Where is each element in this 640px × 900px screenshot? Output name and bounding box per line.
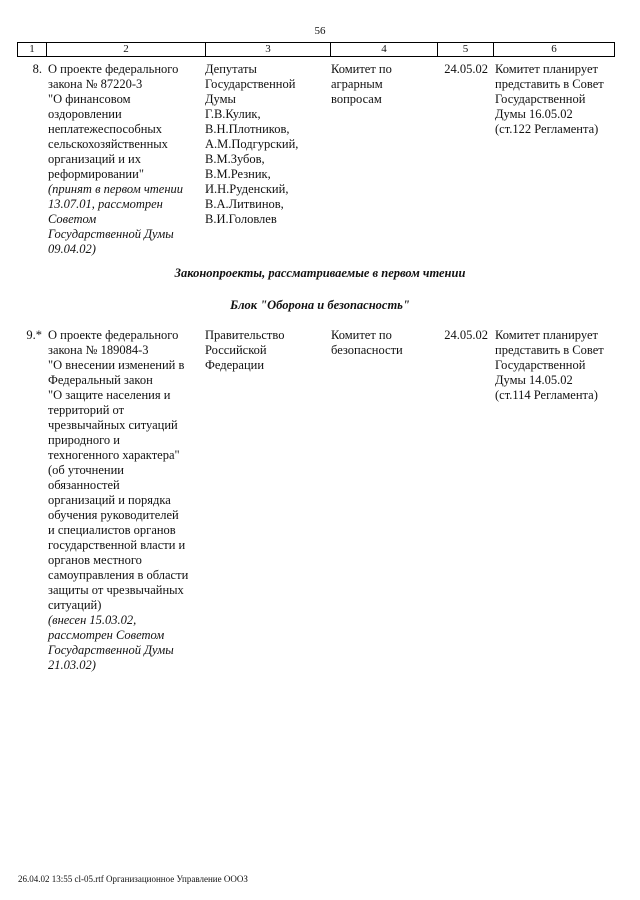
committee-cell	[331, 62, 433, 107]
bill-title-line: и специалистов органов	[48, 523, 176, 537]
initiator-line: И.Н.Руденский,	[205, 182, 289, 196]
plan-line: (ст.122 Регламента)	[495, 122, 599, 136]
row-number: 9.*	[26, 328, 42, 342]
bill-status-note-line: (внесен 15.03.02,	[48, 613, 137, 627]
column-header-cell: 3	[206, 43, 331, 57]
page-number: 56	[314, 25, 326, 37]
row-number: 8.	[32, 62, 42, 76]
plan-line: (ст.114 Регламента)	[495, 388, 598, 402]
column-header-cell: 6	[494, 43, 615, 57]
initiator-line: В.М.Резник,	[205, 167, 271, 181]
bill-status-note-line: Государственной Думы	[48, 643, 174, 657]
plan-cell	[495, 328, 620, 403]
bill-title-line: реформировании"	[48, 167, 144, 181]
bill-status-note-line: Государственной Думы	[48, 227, 174, 241]
bill-status-note-line: 21.03.02)	[48, 658, 96, 672]
committee-line: Комитет по	[331, 328, 392, 342]
bill-title-line: оздоровлении	[48, 107, 122, 121]
bill-title-line: чрезвычайных ситуаций	[48, 418, 178, 432]
column-header-table	[17, 42, 615, 57]
bill-title-line: организаций и их	[48, 152, 141, 166]
plan-line: Комитет планирует	[495, 328, 598, 342]
bill-title-line: ситуаций)	[48, 598, 102, 612]
initiator-line: Правительство	[205, 328, 285, 342]
initiator-line: Государственной	[205, 77, 296, 91]
initiator-line: В.Н.Плотников,	[205, 122, 290, 136]
date-cell: 24.05.02	[444, 62, 488, 76]
bill-title-line: "О финансовом	[48, 92, 131, 106]
column-header-cell: 4	[331, 43, 438, 57]
committee-line: аграрным	[331, 77, 383, 91]
block-heading: Блок "Оборона и безопасность"	[230, 298, 410, 312]
plan-line: Думы 16.05.02	[495, 107, 573, 121]
bill-title-line: территорий от	[48, 403, 125, 417]
plan-line: Государственной	[495, 358, 586, 372]
plan-cell	[495, 62, 620, 137]
committee-cell	[331, 328, 433, 358]
bill-title-line: О проекте федерального	[48, 62, 179, 76]
plan-line: представить в Совет	[495, 343, 604, 357]
plan-line: Комитет планирует	[495, 62, 598, 76]
bill-title-line: закона № 87220-3	[48, 77, 143, 91]
bill-title-line: органов местного	[48, 553, 142, 567]
initiator-line: А.М.Подгурский,	[205, 137, 299, 151]
initiator-line: Федерации	[205, 358, 265, 372]
bill-title-line: О проекте федерального	[48, 328, 179, 342]
bill-title-line: самоуправления в области	[48, 568, 189, 582]
initiator-line: Российской	[205, 343, 267, 357]
plan-line: Государственной	[495, 92, 586, 106]
initiator-cell	[205, 328, 323, 373]
column-header-cell: 5	[438, 43, 494, 57]
bill-title-line: государственной власти и	[48, 538, 186, 552]
initiator-line: В.М.Зубов,	[205, 152, 265, 166]
date-cell: 24.05.02	[444, 328, 488, 342]
bill-status-note-line: 09.04.02)	[48, 242, 96, 256]
section-heading: Законопроекты, рассматриваемые в первом чтении	[174, 266, 466, 280]
page-footer: 26.04.02 13:55 cl-05.rtf Организационное Управление ОООЗ	[18, 874, 248, 884]
committee-line: Комитет по	[331, 62, 392, 76]
bill-title-line: обязанностей	[48, 478, 120, 492]
committee-line: безопасности	[331, 343, 403, 357]
bill-status-note-line: Советом	[48, 212, 97, 226]
bill-title-line: сельскохозяйственных	[48, 137, 168, 151]
column-header-row	[18, 43, 615, 57]
bill-title-line: обучения руководителей	[48, 508, 179, 522]
bill-title-line: Федеральный закон	[48, 373, 153, 387]
initiator-line: Депутаты	[205, 62, 257, 76]
initiator-line: В.И.Головлев	[205, 212, 277, 226]
bill-title-line: закона № 189084-3	[48, 343, 149, 357]
column-header-cell: 2	[47, 43, 206, 57]
initiator-line: Думы	[205, 92, 236, 106]
bill-status-note-line: рассмотрен Советом	[48, 628, 165, 642]
bill-status-note-line: 13.07.01, рассмотрен	[48, 197, 163, 211]
column-header-cell: 1	[18, 43, 47, 57]
bill-title-line: "О внесении изменений в	[48, 358, 185, 372]
bill-title-line: (об уточнении	[48, 463, 124, 477]
initiator-cell	[205, 62, 323, 227]
bill-title-line: техногенного характера"	[48, 448, 180, 462]
bill-title-cell	[48, 62, 200, 257]
initiator-line: В.А.Литвинов,	[205, 197, 284, 211]
bill-title-line: "О защите населения и	[48, 388, 171, 402]
committee-line: вопросам	[331, 92, 382, 106]
bill-title-cell	[48, 328, 200, 673]
bill-status-note-line: (принят в первом чтении	[48, 182, 184, 196]
bill-title-line: организаций и порядка	[48, 493, 171, 507]
bill-title-line: природного и	[48, 433, 120, 447]
plan-line: Думы 14.05.02	[495, 373, 573, 387]
bill-title-line: защиты от чрезвычайных	[48, 583, 184, 597]
initiator-line: Г.В.Кулик,	[205, 107, 261, 121]
plan-line: представить в Совет	[495, 77, 604, 91]
bill-title-line: неплатежеспособных	[48, 122, 163, 136]
